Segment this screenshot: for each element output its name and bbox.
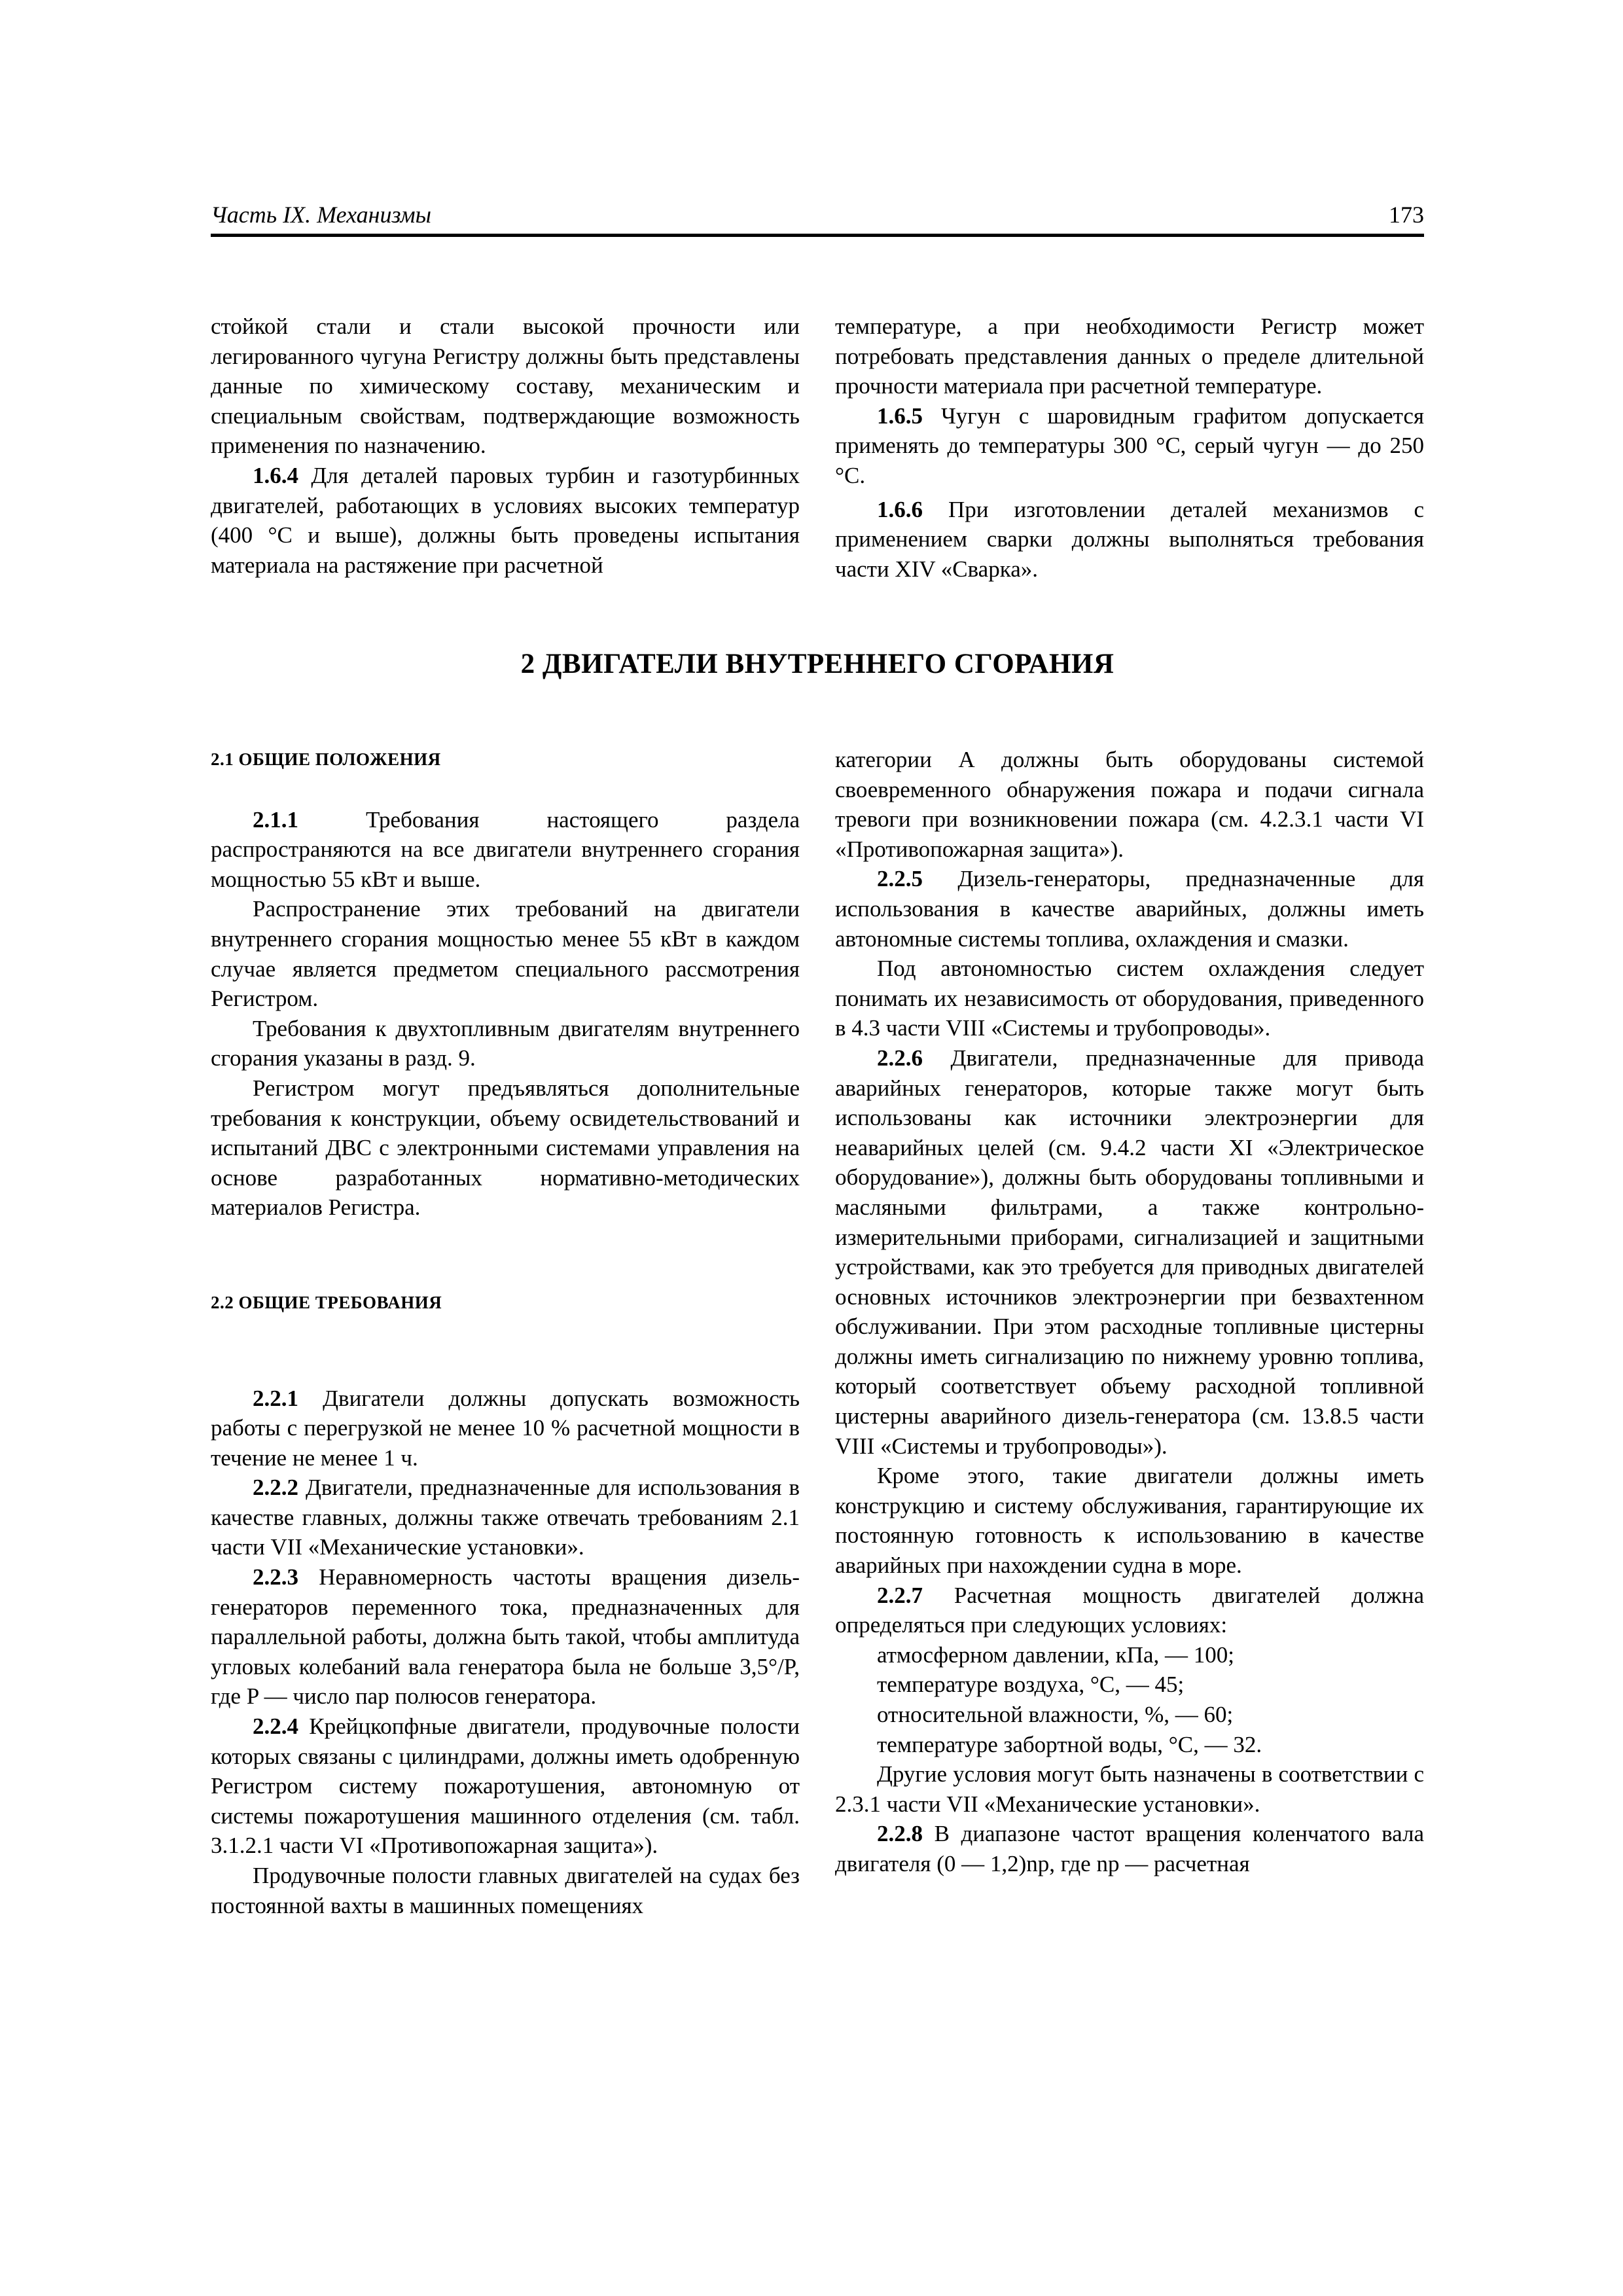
- paragraph-1-6-5: 1.6.5 Чугун с шаровидным графитом допускается применять до температуры 300 °С, серый чугун — до 250 °С.: [835, 403, 1424, 488]
- running-head-title: Часть IX. Механизмы: [211, 202, 431, 228]
- paragraph-2-2-1: 2.2.1 Двигатели должны допускать возможность работы с перегрузкой не менее 10 % расчетной мощности в течение не менее 1 ч.: [211, 1385, 800, 1471]
- page-number: 173: [1389, 202, 1424, 228]
- paragraph-2-2-4: 2.2.4 Крейцкопфные двигатели, продувочные полости которых связаны с цилиндрами, должны иметь одобренную Регистром систему пожаротушения, автономную от системы пожаротушения машинного отделения (см. табл. 3.1.2.1 части VI «Противопожарная защита»).: [211, 1713, 800, 1859]
- running-head: [211, 196, 1424, 237]
- paragraph-1-6-4: 1.6.4 Для деталей паровых турбин и газотурбинных двигателей, работающих в условиях высоких температур (400 °С и выше), должны быть проведены испытания материала на растяжение при расчетной: [211, 462, 800, 578]
- paragraph: Кроме этого, такие двигатели должны иметь конструкцию и систему обслуживания, гарантирующие их постоянную готовность к использованию в качестве аварийных при нахождении судна в море.: [835, 1463, 1424, 1579]
- main-right-column: [835, 745, 1424, 1879]
- paragraph: стойкой стали и стали высокой прочности или легированного чугуна Регистру должны быть представлены данные по химическому составу, механическим и специальным свойствам, подтверждающие возможность применения по назначению.: [211, 314, 800, 459]
- top-left-column: [211, 312, 800, 580]
- list-item: относительной влажности, %, — 60;: [877, 1702, 1234, 1727]
- paragraph: Распространение этих требований на двигатели внутреннего сгорания мощностью менее 55 кВт в каждом случае является предметом специального рассмотрения Регистром.: [211, 896, 800, 1012]
- list-item: атмосферном давлении, кПа, — 100;: [877, 1641, 1234, 1668]
- paragraph-2-2-5: 2.2.5 Дизель-генераторы, предназначенные для использования в качестве аварийных, должны иметь автономные системы топлива, охлаждения и смазки.: [835, 866, 1424, 952]
- paragraph-2-2-7: 2.2.7 Расчетная мощность двигателей должна определяться при следующих условиях:: [835, 1582, 1424, 1638]
- list-item: температуре воздуха, °С, — 45;: [877, 1672, 1185, 1698]
- top-right-column: [835, 312, 1424, 584]
- paragraph-2-2-2: 2.2.2 Двигатели, предназначенные для использования в качестве главных, должны также отвечать требованиям 2.1 части VII «Механические установки».: [211, 1475, 800, 1560]
- paragraph-2-1-1: 2.1.1 Требования настоящего раздела распространяются на все двигатели внутреннего сгорания мощностью 55 кВт и выше.: [211, 806, 800, 892]
- paragraph: категории А должны быть оборудованы системой своевременного обнаружения пожара и подачи сигнала тревоги при возникновении пожара (см. 4.2.3.1 части VI «Противопожарная защита»).: [835, 747, 1424, 862]
- paragraph-2-2-3: 2.2.3 Неравномерность частоты вращения дизель-генераторов переменного тока, предназначенных для параллельной работы, должна быть такой, чтобы амплитуда угловых колебаний вала генератора была не больше 3,5°/P, где P — число пар полюсов генератора.: [211, 1564, 800, 1710]
- section-title: 2 ДВИГАТЕЛИ ВНУТРЕННЕГО СГОРАНИЯ: [520, 649, 1115, 679]
- paragraph: Регистром могут предъявляться дополнительные требования к конструкции, объему освидетельствований и испытаний ДВС с электронными системами управления на основе разработанных нормативно-методических материалов Регистра.: [211, 1075, 800, 1221]
- paragraph: температуре, а при необходимости Регистр может потребовать представления данных о пределе длительной прочности материала при расчетной температуре.: [835, 314, 1424, 399]
- paragraph: Требования к двухтопливным двигателям внутреннего сгорания указаны в разд. 9.: [211, 1015, 800, 1071]
- paragraph: Продувочные полости главных двигателей на судах без постоянной вахты в машинных помещениях: [211, 1863, 800, 1918]
- paragraph: Под автономностью систем охлаждения следует понимать их независимость от оборудования, приведенного в 4.3 части VIII «Системы и трубопроводы».: [835, 956, 1424, 1041]
- main-left-column: [211, 745, 800, 1920]
- paragraph-2-2-8: 2.2.8 В диапазоне частот вращения коленчатого вала двигателя (0 — 1,2)nр, где nр — расчетная: [835, 1821, 1424, 1876]
- paragraph: Другие условия могут быть назначены в соответствии с 2.3.1 части VII «Механические установки».: [835, 1761, 1424, 1817]
- subsection-heading-2-1: 2.1 ОБЩИЕ ПОЛОЖЕНИЯ: [211, 749, 441, 769]
- subsection-heading-2-2: 2.2 ОБЩИЕ ТРЕБОВАНИЯ: [211, 1292, 442, 1312]
- list-item: температуре забортной воды, °С, — 32.: [877, 1731, 1262, 1757]
- paragraph-1-6-6: 1.6.6 При изготовлении деталей механизмов с применением сварки должны выполняться требования части XIV «Сварка».: [835, 496, 1424, 582]
- conditions-list: [835, 1640, 1424, 1759]
- paragraph-2-2-6: 2.2.6 Двигатели, предназначенные для привода аварийных генераторов, которые также могут быть использованы как источники электроэнергии для неаварийных целей (см. 9.4.2 части XI «Электрическое оборудование»), должны быть оборудованы топливными и масляными фильтрами, а также контрольно-измерительными приборами, сигнализацией и защитными устройствами, как это требуется для приводных двигателей основных источников электроэнергии при безвахтенном обслуживании. При этом расходные топливные цистерны должны иметь сигнализацию по нижнему уровню топлива, который соответствует объему расходной топливной цистерны аварийного дизель-генератора (см. 13.8.5 части VIII «Системы и трубопроводы»).: [835, 1045, 1424, 1459]
